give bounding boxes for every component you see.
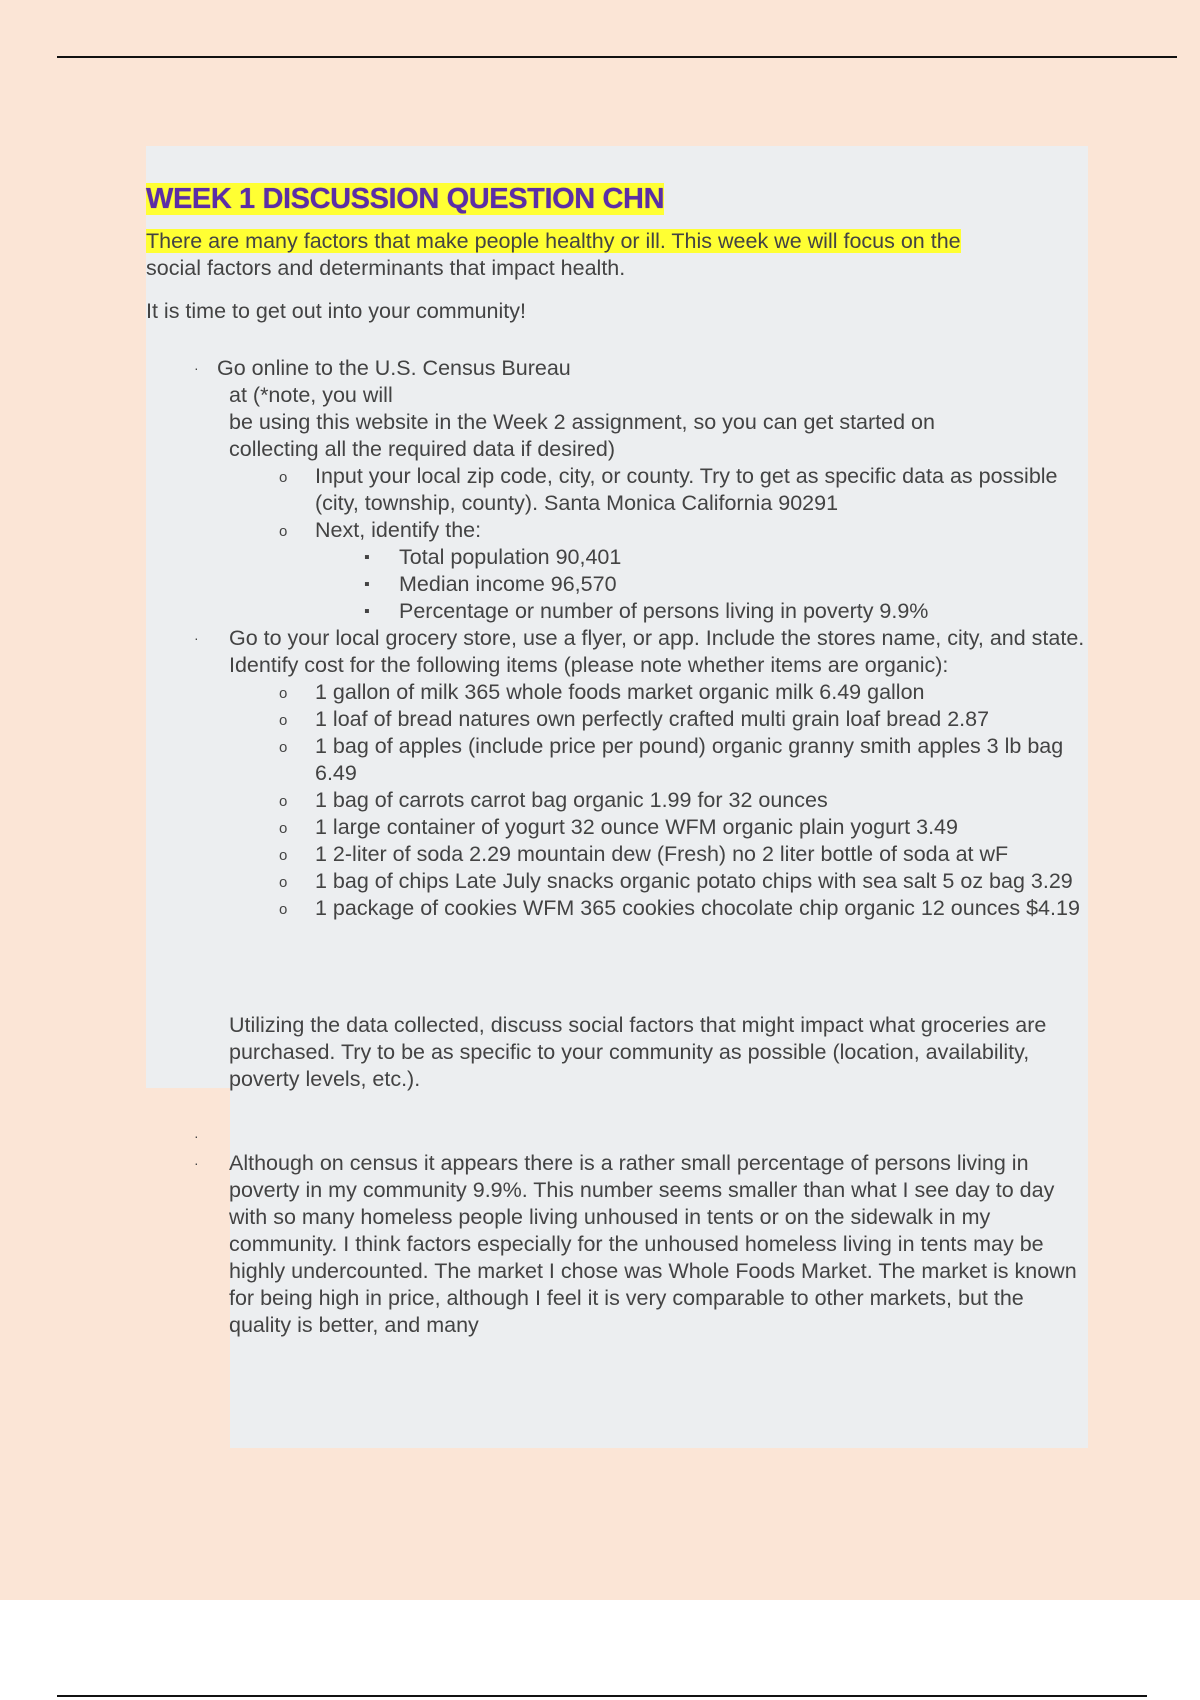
grocery-item-text: 1 2-liter of soda 2.29 mountain dew (Fresh) no 2 liter bottle of soda at wF [315, 842, 1009, 866]
identify-item-text: Total population 90,401 [399, 545, 622, 569]
bullet-circle: o [279, 469, 288, 486]
bullet-square: ▪ [364, 576, 370, 593]
census-substep-1 [146, 463, 1088, 517]
bullet-circle: o [279, 901, 288, 918]
call-to-action: It is time to get out into your community! [146, 299, 526, 323]
grocery-item-text: 1 gallon of milk 365 whole foods market organic milk 6.49 gallon [315, 680, 925, 704]
page-title: WEEK 1 DISCUSSION QUESTION CHN [146, 183, 665, 215]
bullet-square: ▪ [364, 549, 370, 566]
bullet-circle: o [279, 820, 288, 837]
grocery-item [146, 679, 1088, 706]
footer-rule [57, 1695, 1147, 1697]
bullet-dot: · [194, 630, 199, 646]
census-substep-text: Input your local zip code, city, or county. Try to get as specific data as possible (city, township, county). Santa Monica California 90291 [315, 464, 1058, 515]
document-body [146, 180, 1088, 1339]
answer-text: Although on census it appears there is a rather small percentage of persons living in poverty in my community 9.9%. This number seems smaller than what I see day to day with so many homeless people living unhoused in tents or on the sidewalk in my community. I think factors especially for the unhoused homeless living in tents may be highly undercounted. The market I chose was Whole Foods Market. The market is known for being high in price, although I feel it is very comparable to other markets, but the quality is better, and many [229, 1151, 1077, 1337]
census-line-4: collecting all the required data if desired) [229, 437, 616, 461]
grocery-item-text: 1 bag of chips Late July snacks organic potato chips with sea salt 5 oz bag 3.29 [315, 869, 1073, 893]
grocery-item-text: 1 package of cookies WFM 365 cookies chocolate chip organic 12 ounces $4.19 [315, 896, 1080, 920]
intro-paragraph [146, 228, 1088, 282]
grocery-step [146, 625, 1088, 679]
census-step [146, 355, 1088, 463]
census-line-3: be using this website in the Week 2 assignment, so you can get started on [229, 410, 935, 434]
identify-item [146, 544, 1088, 571]
grocery-item-text: 1 loaf of bread natures own perfectly crafted multi grain loaf bread 2.87 [315, 707, 990, 731]
intro-rest: social factors and determinants that impact health. [146, 256, 626, 280]
answer-paragraph [146, 1150, 1088, 1339]
grocery-item [146, 814, 1088, 841]
empty-bullet: · [194, 1128, 199, 1144]
census-line-2: at (*note, you will [229, 383, 393, 407]
identify-item-text: Percentage or number of persons living in poverty 9.9% [399, 599, 929, 623]
grocery-item [146, 868, 1088, 895]
grocery-item [146, 787, 1088, 814]
grocery-item [146, 733, 1088, 787]
identify-item-text: Median income 96,570 [399, 572, 617, 596]
intro-highlight: There are many factors that make people healthy or ill. This week we will focus on the [146, 229, 961, 253]
grocery-step-text: Go to your local grocery store, use a flyer, or app. Include the stores name, city, and state. Identify cost for the following items (please note whether items are organic): [229, 626, 1085, 677]
bullet-circle: o [279, 739, 288, 756]
bullet-square: ▪ [364, 603, 370, 620]
grocery-item [146, 706, 1088, 733]
census-substep-text: Next, identify the: [315, 518, 482, 542]
identify-item [146, 571, 1088, 598]
bullet-circle: o [279, 523, 288, 540]
bullet-circle: o [279, 847, 288, 864]
bullet-circle: o [279, 793, 288, 810]
identify-item [146, 598, 1088, 625]
discussion-prompt: Utilizing the data collected, discuss social factors that might impact what groceries are purchased. Try to be as specific to your community as possible (location, availability, poverty levels, etc.). [229, 1013, 1047, 1091]
header-rule [57, 56, 1177, 58]
grocery-item [146, 841, 1088, 868]
grocery-item-text: 1 large container of yogurt 32 ounce WFM organic plain yogurt 3.49 [315, 815, 958, 839]
bullet-dot: · [194, 360, 199, 376]
bullet-circle: o [279, 712, 288, 729]
bullet-circle: o [279, 685, 288, 702]
bullet-dot: · [194, 1155, 199, 1171]
grocery-item [146, 895, 1088, 922]
census-line-1: Go online to the U.S. Census Bureau [217, 356, 571, 380]
grocery-item-text: 1 bag of apples (include price per pound) organic granny smith apples 3 lb bag 6.49 [315, 734, 1064, 785]
bullet-circle: o [279, 874, 288, 891]
census-substep-2 [146, 517, 1088, 544]
grocery-item-text: 1 bag of carrots carrot bag organic 1.99 for 32 ounces [315, 788, 828, 812]
